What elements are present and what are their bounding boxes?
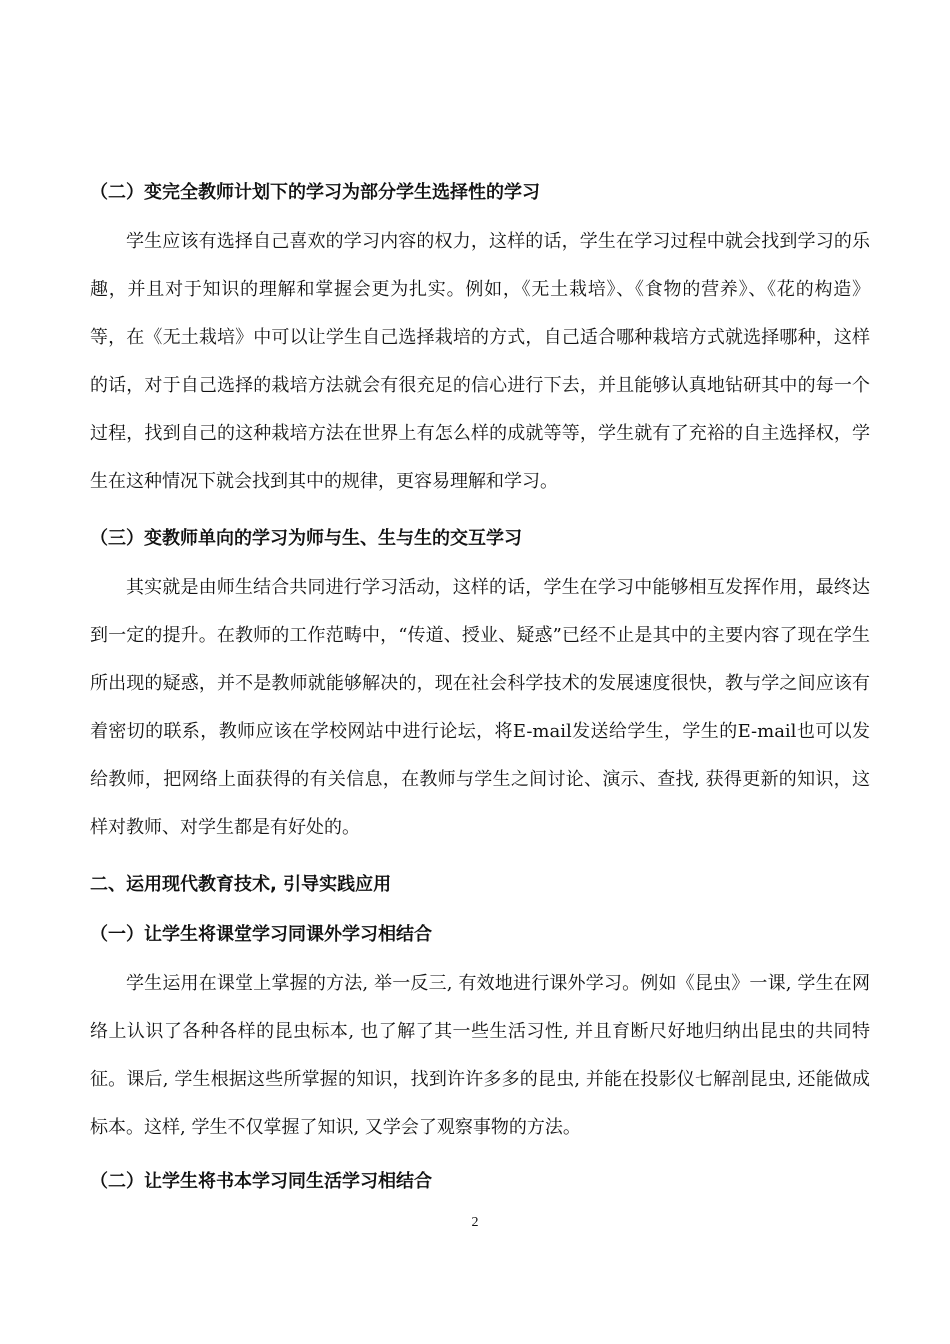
- paragraph-interactive-learning: 其实就是由师生结合共同进行学习活动，这样的话，学生在学习中能够相互发挥作用，最终达到一定的提升。在教师的工作范畴中，“传道、授业、疑惑”已经不止是其中的主要内容了现在学生所出现的疑惑，并不是教师就能够解决的，现在社会科学技术的发展速度很快，教与学之间应该有着密切的联系，教师应该在学校网站中进行论坛，将E-mail发送给学生，学生的E-mail也可以发给教师，把网络上面获得的有关信息，在教师与学生之间讨论、演示、查找, 获得更新的知识，这样对教师、对学生都是有好处的。: [90, 577, 870, 838]
- paragraph-classroom-outside: 学生运用在课堂上掌握的方法, 举一反三, 有效地进行课外学习。例如《昆虫》一课, 学生在网络上认识了各种各样的昆虫标本, 也了解了其一些生活习性, 并且育断尺好地归纳出昆虫的共同特征。课后, 学生根据这些所掌握的知识，找到许许多多的昆虫, 并能在投影仪七解剖昆虫, 还能做成标本。这样, 学生不仅掌握了知识, 又学会了观察事物的方法。: [90, 973, 870, 1138]
- section-heading-b2: （二）变完全教师计划下的学习为部分学生选择性的学习: [90, 182, 540, 203]
- section-heading-2-2: （二）让学生将书本学习同生活学习相结合: [90, 1171, 432, 1192]
- paragraph-choice-learning: 学生应该有选择自己喜欢的学习内容的权力，这样的话，学生在学习过程中就会找到学习的乐趣，并且对于知识的理解和掌握会更为扎实。例如，《无土栽培》、《食物的营养》、《花的构造》等，在《无土栽培》中可以让学生自己选择栽培的方式，自己适合哪种栽培方式就选择哪种，这样的话，对于自己选择的栽培方法就会有很充足的信心进行下去，并且能够认真地钻研其中的每一个过程，找到自己的这种栽培方法在世界上有怎么样的成就等等，学生就有了充裕的自主选择权，学生在这种情况下就会找到其中的规律，更容易理解和学习。: [90, 231, 870, 492]
- section-heading-2: 二、运用现代教育技术, 引导实践应用: [90, 874, 392, 895]
- section-heading-b3: （三）变教师单向的学习为师与生、生与生的交互学习: [90, 528, 522, 549]
- section-heading-2-1: （一）让学生将课堂学习同课外学习相结合: [90, 924, 432, 945]
- page-number: 2: [471, 1215, 479, 1230]
